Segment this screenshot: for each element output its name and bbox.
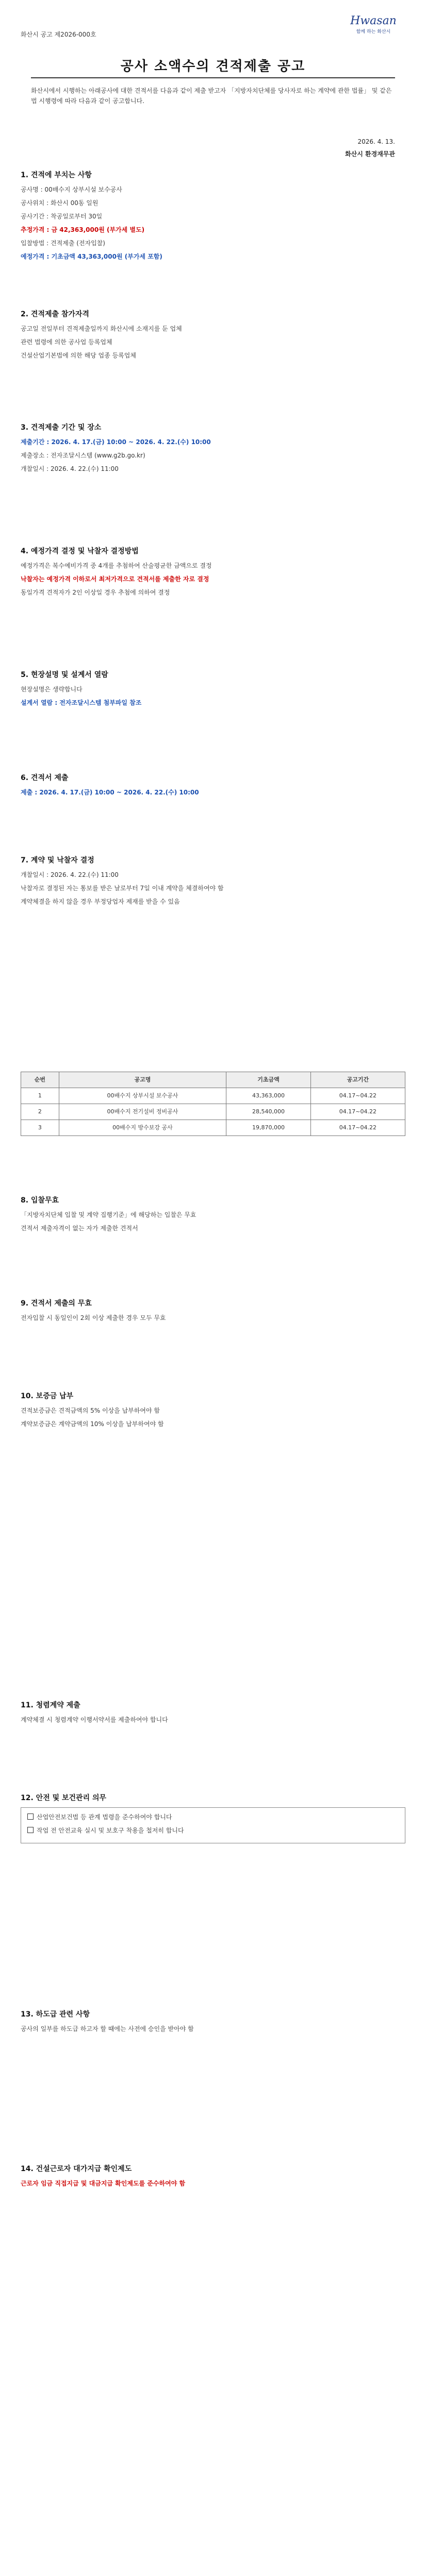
section-item: 예정가격은 복수예비가격 중 4개를 추첨하여 산술평균한 금액으로 결정 <box>21 562 212 569</box>
section-item: 제출기간 : 2026. 4. 17.(금) 10:00 ~ 2026. 4. 22.(수) 10:00 <box>21 438 211 446</box>
section-3 <box>21 422 405 477</box>
table-header: 순번 <box>21 1072 59 1088</box>
table-cell: 3 <box>21 1120 59 1136</box>
section-item: 개찰일시 : 2026. 4. 22.(수) 11:00 <box>21 871 119 878</box>
notice-date: 2026. 4. 13. <box>357 138 395 145</box>
section-heading: 9. 견적서 제출의 무효 <box>21 1299 92 1308</box>
table-cell: 00배수지 방수보강 공사 <box>59 1120 226 1136</box>
title-divider <box>31 77 395 78</box>
table-row <box>21 1104 405 1120</box>
bid-table-section <box>21 1072 405 1136</box>
section-item: 낙찰자로 결정된 자는 통보를 받은 날로부터 7일 이내 계약을 체결하여야 함 <box>21 885 224 892</box>
section-item: 낙찰자는 예정가격 이하로서 최저가격으로 견적서를 제출한 자로 결정 <box>21 575 209 583</box>
section-item: 「지방자치단체 입찰 및 계약 집행기준」에 해당하는 입찰은 무효 <box>21 1211 196 1218</box>
section-item: 공사명 : 00배수지 상부시설 보수공사 <box>21 186 122 193</box>
logo-mark: Hwasan <box>350 14 397 27</box>
section-item: 입찰방법 : 견적제출 (전자입찰) <box>21 240 105 247</box>
table-cell: 04.17~04.22 <box>310 1104 405 1120</box>
table-cell: 2 <box>21 1104 59 1120</box>
section-item: 설계서 열람 : 전자조달시스템 첨부파일 참조 <box>21 699 142 706</box>
notice-number: 화산시 공고 제2026-000호 <box>21 31 96 38</box>
section-heading: 3. 견적제출 기간 및 장소 <box>21 423 102 432</box>
section-item: 개찰일시 : 2026. 4. 22.(수) 11:00 <box>21 465 119 472</box>
section-heading: 8. 입찰무효 <box>21 1196 59 1205</box>
notice-box <box>21 1807 405 1843</box>
table-cell: 19,870,000 <box>226 1120 310 1136</box>
section-item: 견적보증금은 견적금액의 5% 이상을 납부하여야 함 <box>21 1407 160 1414</box>
table-cell: 1 <box>21 1088 59 1104</box>
section-item: 건설산업기본법에 의한 해당 업종 등록업체 <box>21 352 136 359</box>
section-heading: 13. 하도급 관련 사항 <box>21 2010 90 2019</box>
section-item: 동일가격 견적자가 2인 이상일 경우 추첨에 의하여 결정 <box>21 589 170 596</box>
section-heading: 7. 계약 및 낙찰자 결정 <box>21 856 94 865</box>
checkbox-icon <box>27 1827 34 1833</box>
table-cell: 00배수지 상부시설 보수공사 <box>59 1088 226 1104</box>
section-9 <box>21 1298 405 1326</box>
table-cell: 00배수지 전기설비 정비공사 <box>59 1104 226 1120</box>
section-item: 제출장소 : 전자조달시스템 (www.g2b.go.kr) <box>21 452 145 459</box>
table-cell: 04.17~04.22 <box>310 1088 405 1104</box>
section-item-text: 산업안전보건법 등 관계 법령을 준수하여야 합니다 <box>37 1814 172 1821</box>
logo-sub: 함께 하는 화산시 <box>356 29 391 35</box>
section-note: 예정가격 : 기초금액 43,363,000원 (부가세 포함) <box>21 253 162 260</box>
section-13 <box>21 2009 405 2037</box>
section-5 <box>21 670 405 711</box>
section-heading: 6. 견적서 제출 <box>21 774 69 782</box>
section-11 <box>21 1700 405 1728</box>
section-item: 근로자 임금 직접지급 및 대금지급 확인제도를 준수하여야 함 <box>21 2180 186 2187</box>
table-row <box>21 1120 405 1136</box>
section-10 <box>21 1391 405 1432</box>
section-item: 공사기간 : 착공일로부터 30일 <box>21 213 103 220</box>
section-item-text: 작업 전 안전교육 실시 및 보호구 착용을 철저히 합니다 <box>37 1827 184 1834</box>
section-heading: 10. 보증금 납부 <box>21 1392 74 1400</box>
table-header-row <box>21 1072 405 1088</box>
section-heading: 2. 견적제출 참가자격 <box>21 310 89 318</box>
section-item: 공사위치 : 화산시 00동 일원 <box>21 199 99 207</box>
section-12 <box>21 1793 405 1846</box>
section-item: 공고일 전일부터 견적제출일까지 화산시에 소재지를 둔 업체 <box>21 325 182 332</box>
table-cell: 28,540,000 <box>226 1104 310 1120</box>
section-7 <box>21 855 405 910</box>
intro-paragraph: 화산시에서 시행하는 아래공사에 대한 견적서를 다음과 같이 제출 받고자 「지방자치단체를 당사자로 하는 계약에 관한 법률」 및 같은 법 시행령에 따라 다음과 같이 공고합니다. <box>31 87 392 105</box>
section-heading: 11. 청렴계약 제출 <box>21 1701 80 1709</box>
table-row <box>21 1088 405 1104</box>
page-title: 공사 소액수의 견적제출 공고 <box>120 59 306 74</box>
section-item: 전자입찰 시 동일인이 2회 이상 제출한 경우 모두 무효 <box>21 1314 166 1321</box>
section-item: 제출 : 2026. 4. 17.(금) 10:00 ~ 2026. 4. 22.(수) 10:00 <box>21 789 199 796</box>
section-item: 현장설명은 생략합니다 <box>21 686 83 693</box>
section-item: 공사의 일부를 하도급 하고자 할 때에는 사전에 승인을 받아야 함 <box>21 2025 194 2032</box>
section-item: 관련 법령에 의한 공사업 등록업체 <box>21 338 112 346</box>
section-item: 계약보증금은 계약금액의 10% 이상을 납부하여야 함 <box>21 1420 164 1428</box>
section-heading: 5. 현장설명 및 설계서 열람 <box>21 671 108 679</box>
section-4 <box>21 546 405 601</box>
section-item <box>27 1812 399 1822</box>
section-heading: 1. 견적에 부치는 사항 <box>21 171 92 179</box>
section-8 <box>21 1195 405 1236</box>
section-6 <box>21 773 405 801</box>
bid-table <box>21 1072 405 1136</box>
section-heading: 12. 안전 및 보건관리 의무 <box>21 1794 107 1802</box>
section-14 <box>21 2164 405 2192</box>
issuing-org: 화산시 환경재무관 <box>345 150 395 158</box>
table-cell: 43,363,000 <box>226 1088 310 1104</box>
section-item: 계약체결을 하지 않을 경우 부정당업자 제재를 받을 수 있음 <box>21 898 180 905</box>
section-item: 추정가격 : 금 42,363,000원 (부가세 별도) <box>21 226 145 233</box>
section-heading: 4. 예정가격 결정 및 낙찰자 결정방법 <box>21 547 139 555</box>
section-item: 견적서 제출자격이 없는 자가 제출한 견적서 <box>21 1225 138 1232</box>
section-2 <box>21 309 405 364</box>
table-cell: 04.17~04.22 <box>310 1120 405 1136</box>
table-header: 공고기간 <box>310 1072 405 1088</box>
section-item <box>27 1825 399 1836</box>
table-header: 기초금액 <box>226 1072 310 1088</box>
checkbox-icon <box>27 1814 34 1820</box>
city-logo <box>342 14 404 42</box>
section-1 <box>21 170 405 265</box>
section-item: 계약체결 시 청렴계약 이행서약서를 제출하여야 합니다 <box>21 1716 168 1723</box>
table-header: 공고명 <box>59 1072 226 1088</box>
section-heading: 14. 건설근로자 대가지급 확인제도 <box>21 2165 132 2173</box>
